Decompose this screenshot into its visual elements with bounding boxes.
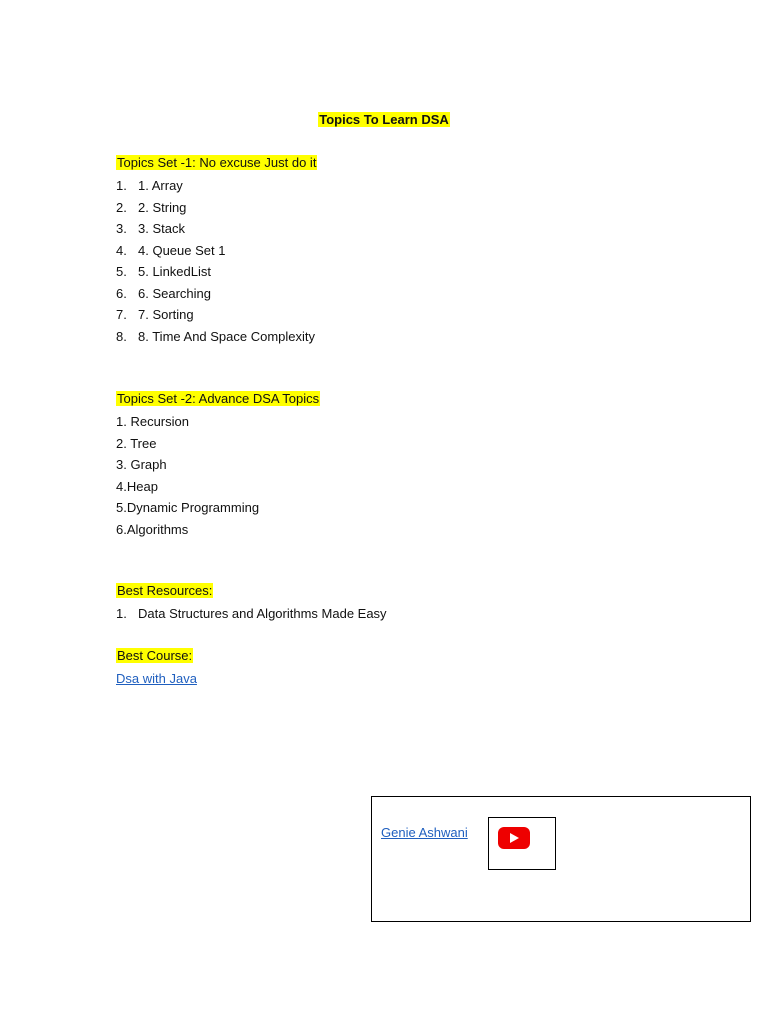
list-item	[116, 175, 317, 197]
list-number: 2.	[116, 199, 127, 215]
document-title	[0, 111, 768, 129]
channel-card	[371, 796, 751, 922]
list-item: 5.Dynamic Programming	[116, 500, 260, 515]
course-link-row	[116, 668, 197, 690]
list-item-text: 2. String	[138, 199, 187, 215]
best-course	[116, 647, 197, 690]
topics-set-2-heading	[116, 390, 320, 411]
list-item-text: 3. Stack	[138, 221, 185, 236]
list-number: 8.	[116, 328, 127, 344]
list-number: 3.	[116, 221, 127, 236]
list-number: 7.	[116, 307, 127, 322]
list-item	[116, 197, 317, 219]
best-course-heading	[116, 647, 197, 668]
dsa-with-java-link[interactable]: Dsa with Java	[116, 671, 197, 686]
list-item	[116, 326, 317, 348]
best-resources-heading-text: Best Resources:	[117, 583, 213, 598]
list-number: 1.	[116, 606, 127, 621]
topics-set-1-heading	[116, 154, 317, 175]
list-item-text: Data Structures and Algorithms Made Easy	[138, 606, 387, 621]
list-number: 5.	[116, 264, 127, 279]
list-item-text: 6. Searching	[138, 285, 211, 301]
list-item: 6.Algorithms	[116, 521, 189, 537]
best-course-heading-text: Best Course:	[117, 648, 193, 663]
youtube-thumbnail-frame[interactable]	[488, 817, 556, 870]
youtube-icon[interactable]	[498, 827, 530, 849]
topics-set-2-heading-text: Topics Set -2: Advance DSA Topics	[117, 391, 320, 406]
list-item-text: 1. Array	[138, 178, 183, 193]
list-item: 1. Recursion	[116, 414, 189, 429]
topics-set-1-list	[116, 175, 317, 347]
list-item-text: 8. Time And Space Complexity	[138, 328, 316, 344]
list-item: 3. Graph	[116, 457, 167, 472]
genie-ashwani-link[interactable]: Genie Ashwani	[381, 825, 468, 840]
list-item: 4.Heap	[116, 478, 158, 494]
list-number: 1.	[116, 178, 127, 193]
list-item	[116, 283, 317, 305]
list-item	[116, 240, 317, 262]
topics-set-1-heading-text: Topics Set -1: No excuse Just do it	[117, 155, 317, 170]
list-number: 6.	[116, 285, 127, 301]
document-title-text: Topics To Learn DSA	[319, 112, 449, 127]
topics-set-1	[116, 154, 317, 347]
list-item	[116, 603, 387, 625]
topics-set-2	[116, 390, 320, 540]
list-item	[116, 261, 317, 283]
topics-set-2-list	[116, 411, 320, 540]
list-item-text: 7. Sorting	[138, 307, 194, 322]
best-resources-heading	[116, 582, 387, 603]
list-item	[116, 218, 317, 240]
best-resources	[116, 582, 387, 625]
list-item	[116, 304, 317, 326]
list-item-text: 5. LinkedList	[138, 264, 211, 279]
list-item: 2. Tree	[116, 435, 157, 451]
list-item-text: 4. Queue Set 1	[138, 242, 226, 258]
list-number: 4.	[116, 242, 127, 258]
